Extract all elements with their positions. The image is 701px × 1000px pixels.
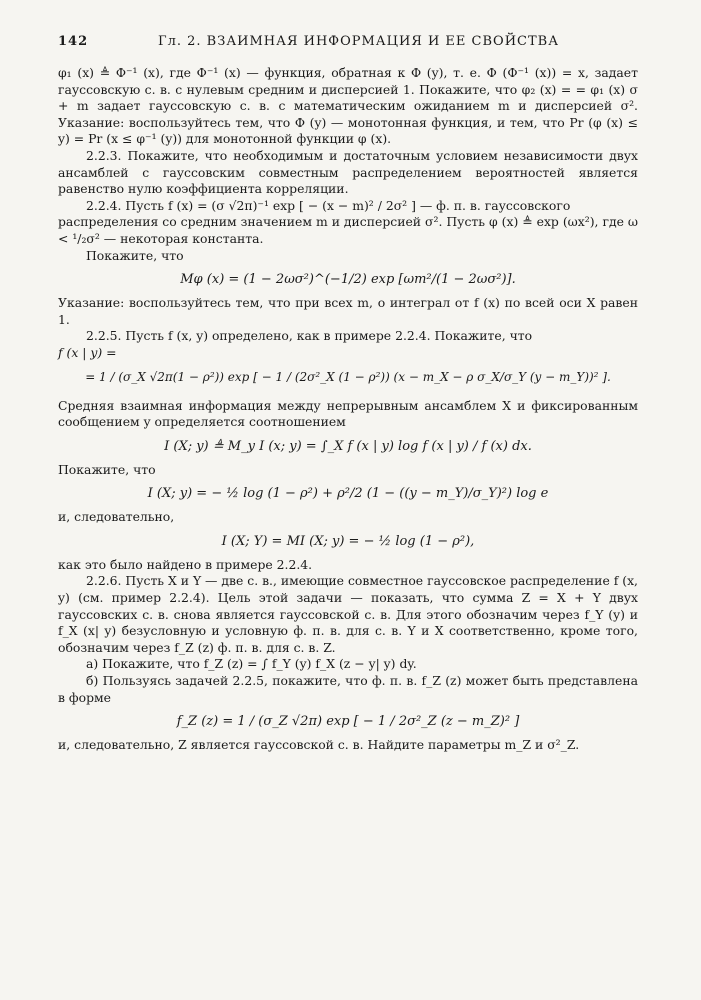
- page-number: 142: [58, 34, 89, 49]
- equation-2: = 1 / (σ_X √2π(1 − ρ²)) exp [ − 1 / (2σ²_X (1 − ρ²)) (x − m_X − ρ σ_X/σ_Y (y − m_Y))² ].: [85, 369, 611, 384]
- problem-2-2-4: 2.2.4. Пусть f (x) = (σ √2π)⁻¹ exp [ − (x − m)² / 2σ² ] — ф. п. в. гауссовского: [86, 197, 571, 213]
- equation-1: Mφ (x) = (1 − 2ωσ²)^(−1/2) exp [ωm²/(1 − 2ωσ²)].: [180, 272, 516, 288]
- show-that-2: Покажите, что: [58, 461, 156, 477]
- problem-2-2-6: 2.2.6. Пусть X и Y — две с. в., имеющие совместное гауссовское распределение f (x, y) (см. пример 2.2.4). Цель этой задачи — показать, что сумма Z = X + Y двух гауссовских с. в. снова является гауссовской с. в. Для этого обозначим через f_Y (y) и f_X (x| y) безусловную и условную ф. п. в. для с. в. Y и X соответственно, кроме того, обозначим через f_Z (z) ф. п. в. для с. в. Z.: [58, 573, 638, 655]
- show-that-1: Покажите, что: [86, 247, 184, 263]
- conclusion: и, следовательно, Z является гауссовской с. в. Найдите параметры m_Z и σ²_Z.: [58, 737, 580, 753]
- problem-2-2-4-cont: распределения со средним значением m и дисперсией σ². Пусть φ (x) ≜ exp (ωx²), где ω < ¹/₂σ² — некоторая константа.: [58, 214, 638, 246]
- conditional-density-label: f (x | y) =: [58, 344, 117, 360]
- equation-6: f_Z (z) = 1 / (σ_Z √2π) exp [ − 1 / 2σ²_Z (z − m_Z)² ]: [176, 714, 520, 730]
- consequently: и, следовательно,: [58, 509, 175, 525]
- page: [58, 34, 638, 754]
- equation-5: I (X; Y) = MI (X; y) = − ½ log (1 − ρ²),: [221, 533, 475, 549]
- part-a: а) Покажите, что f_Z (z) = ∫ f_Y (y) f_X (z − y| y) dy.: [86, 656, 417, 672]
- paragraph-1: φ₁ (x) ≜ Φ⁻¹ (x), где Φ⁻¹ (x) — функция, обратная к Φ (y), т. е. Φ (Φ⁻¹ (x)) = x, задает гауссовскую с. в. с нулевым средним и дисперсией 1. Покажите, что φ₂ (x) = = φ₁ (x) σ + m задает гауссовскую с. в. с математическим ожиданием m и дисперсией σ². Указание: воспользуйтесь тем, что Φ (y) — монотонная функция, и тем, что Pr (φ (x) ≤ y) = Pr (x ≤ φ⁻¹ (y)) для монотонной функции φ (x).: [58, 65, 639, 147]
- chapter-title: Гл. 2. ВЗАИМНАЯ ИНФОРМАЦИЯ И ЕЕ СВОЙСТВА: [158, 34, 560, 49]
- part-b: б) Пользуясь задачей 2.2.5, покажите, что ф. п. в. f_Z (z) может быть представлена в форме: [58, 673, 638, 705]
- equation-3: I (X; y) ≜ M_y I (x; y) = ∫_X f (x | y) log f (x | y) / f (x) dx.: [164, 438, 532, 454]
- hint-2: Указание: воспользуйтесь тем, что при всех m, о интеграл от f (x) по всей оси X равен 1.: [58, 295, 638, 327]
- equation-4: I (X; y) = − ½ log (1 − ρ²) + ρ²/2 (1 − ((y − m_Y)/σ_Y)²) log e: [147, 486, 549, 502]
- running-header: [58, 34, 638, 49]
- mutual-information-definition: Средняя взаимная информация между непрерывным ансамблем X и фиксированным сообщением y определяется соотношением: [58, 397, 638, 430]
- as-found: как это было найдено в примере 2.2.4.: [58, 556, 313, 572]
- problem-2-2-5: 2.2.5. Пусть f (x, y) определено, как в примере 2.2.4. Покажите, что: [86, 328, 533, 344]
- problem-2-2-3: 2.2.3. Покажите, что необходимым и достаточным условием независимости двух ансамблей с гауссовским совместным распределением вероятностей является равенство нулю коэффициента корреляции.: [58, 147, 638, 197]
